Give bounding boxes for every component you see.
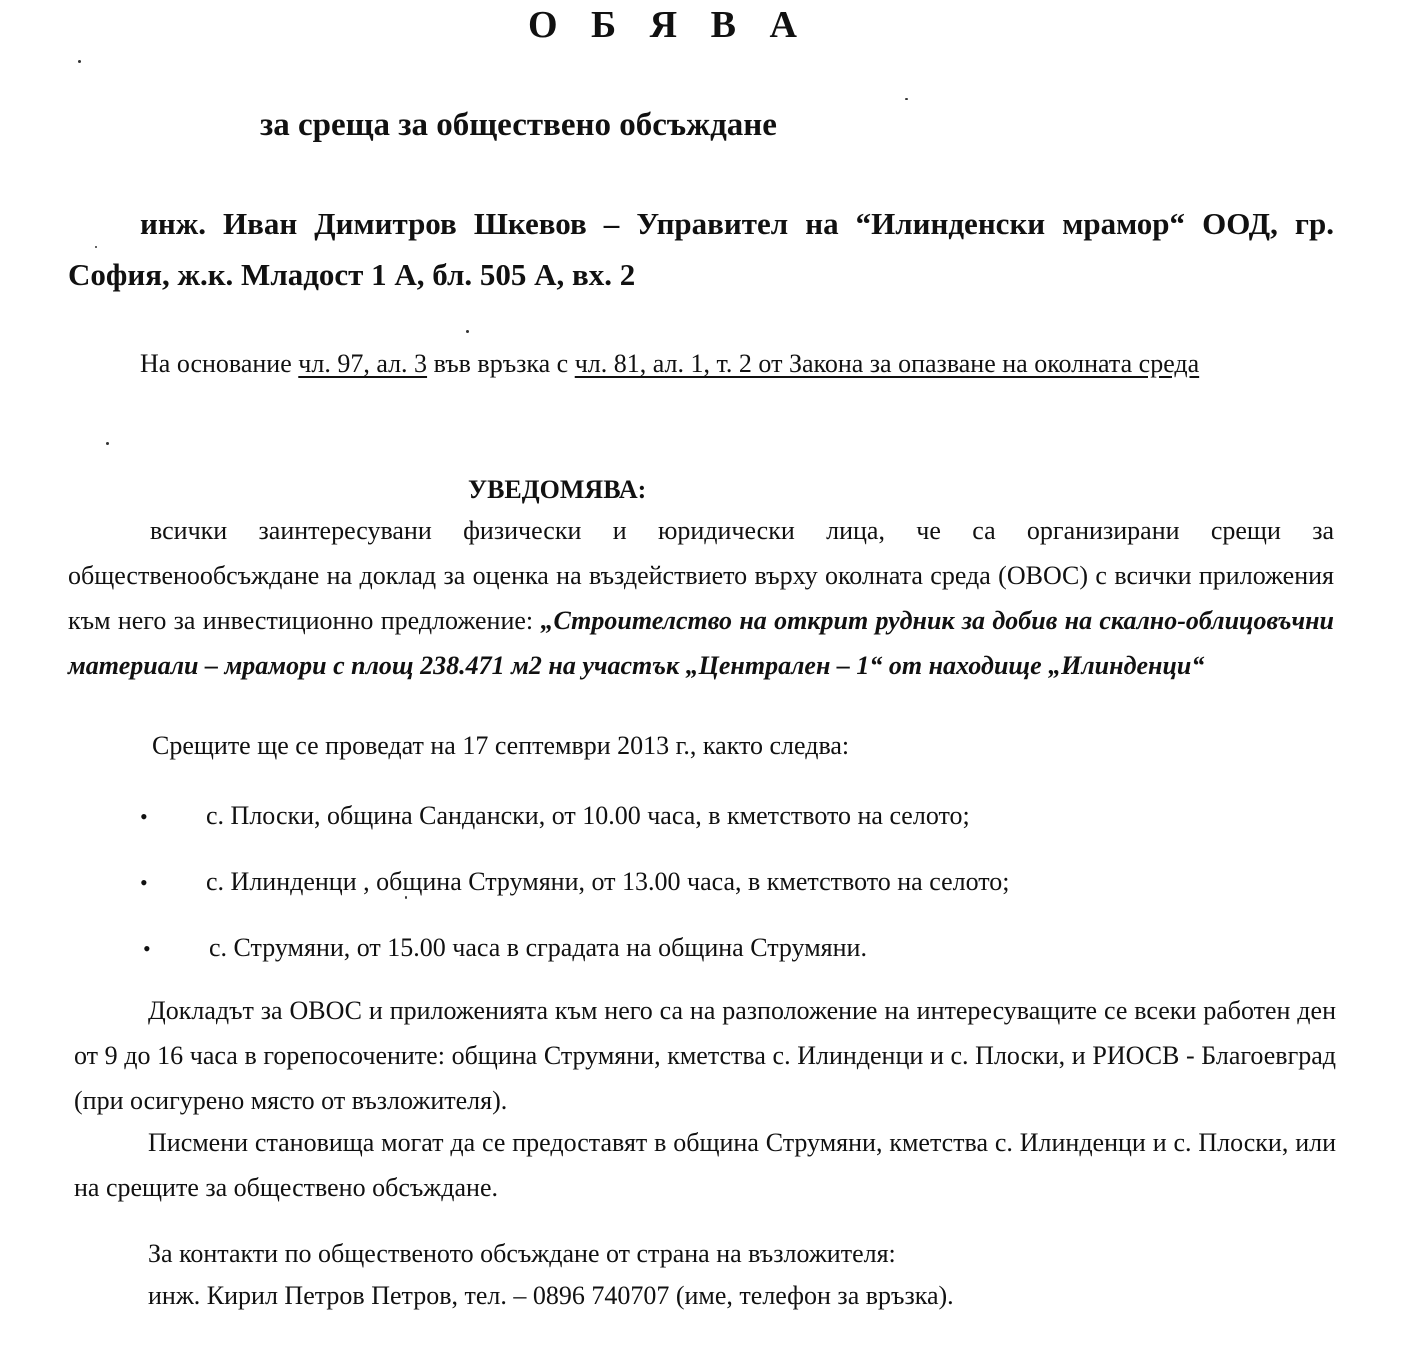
bullet-icon: •: [143, 936, 151, 961]
scan-speck: [466, 330, 469, 333]
meeting-text: с. Струмяни, от 15.00 часа в сградата на община Струмяни.: [209, 933, 867, 962]
scan-speck: [78, 60, 81, 63]
meeting-item: [140, 796, 970, 837]
legal-basis-paragraph: [68, 340, 1334, 387]
meeting-text: с. Илинденци , община Струмяни, от 13.00 часа, в кметството на селото;: [206, 867, 1010, 896]
opinions-paragraph: Писмени становища могат да се предоставят в община Струмяни, кметства с. Илинденци и с. Плоски, или на срещите за обществено обсъждане.: [74, 1128, 1336, 1202]
meeting-text: с. Плоски, община Сандански, от 10.00 часа, в кметството на селото;: [206, 801, 970, 830]
bullet-icon: •: [140, 870, 148, 895]
document-subtitle: за среща за обществено обсъждане: [260, 107, 777, 143]
project-title: „Строителство на открит рудник за добив на скално-облицовъчни материали – мрамори с площ 238.471 м2 на участък „Централен – 1“ от находище „Илинденци“: [68, 606, 1334, 680]
availability-paragraph: Докладът за ОВОС и приложенията към него са на разположение на интересуващите се всеки работен ден от 9 до 16 часа в горепосочените: община Струмяни, кметства с. Илинденци и с. Плоски, и РИОСВ - Благоевград (при осигурено място от възложителя).: [74, 996, 1336, 1115]
meeting-item: [140, 862, 1010, 903]
contact-person: инж. Кирил Петров Петров, тел. – 0896 740707 (име, телефон за връзка).: [148, 1281, 954, 1310]
law-reference-1: чл. 97, ал. 3: [298, 349, 428, 378]
notice-body-paragraph: [68, 508, 1334, 688]
law-reference-2: чл. 81, ал. 1, т. 2 от Закона за опазване на околната среда: [574, 349, 1200, 378]
basis-prefix: На основание: [140, 349, 299, 378]
document-title: О Б Я В А: [528, 4, 809, 46]
scan-speck: [106, 442, 109, 445]
meetings-date-line: Срещите ще се проведат на 17 септември 2013 г., както следва:: [152, 731, 850, 760]
meeting-item: [143, 928, 867, 969]
scan-speck: [405, 896, 407, 899]
basis-middle: във връзка с: [427, 349, 575, 378]
bullet-icon: •: [140, 804, 148, 829]
notice-intro: всички заинтересувани физически и юридически лица, че са организирани срещи за общественообсъждане на доклад за оценка на въздействието върху околната среда (ОВОС) с всички приложения към него за инвестиционно предложение:: [68, 516, 1334, 635]
notify-heading: УВЕДОМЯВА:: [468, 475, 647, 504]
scan-speck: [95, 246, 97, 248]
issuer-paragraph: инж. Иван Димитров Шкевов – Управител на “Илинденски мрамор“ ООД, гр. София, ж.к. Младост 1 А, бл. 505 А, вх. 2: [68, 206, 1334, 292]
scan-speck: [905, 98, 908, 100]
contact-heading: За контакти по общественото обсъждане от страна на възложителя:: [148, 1239, 896, 1268]
